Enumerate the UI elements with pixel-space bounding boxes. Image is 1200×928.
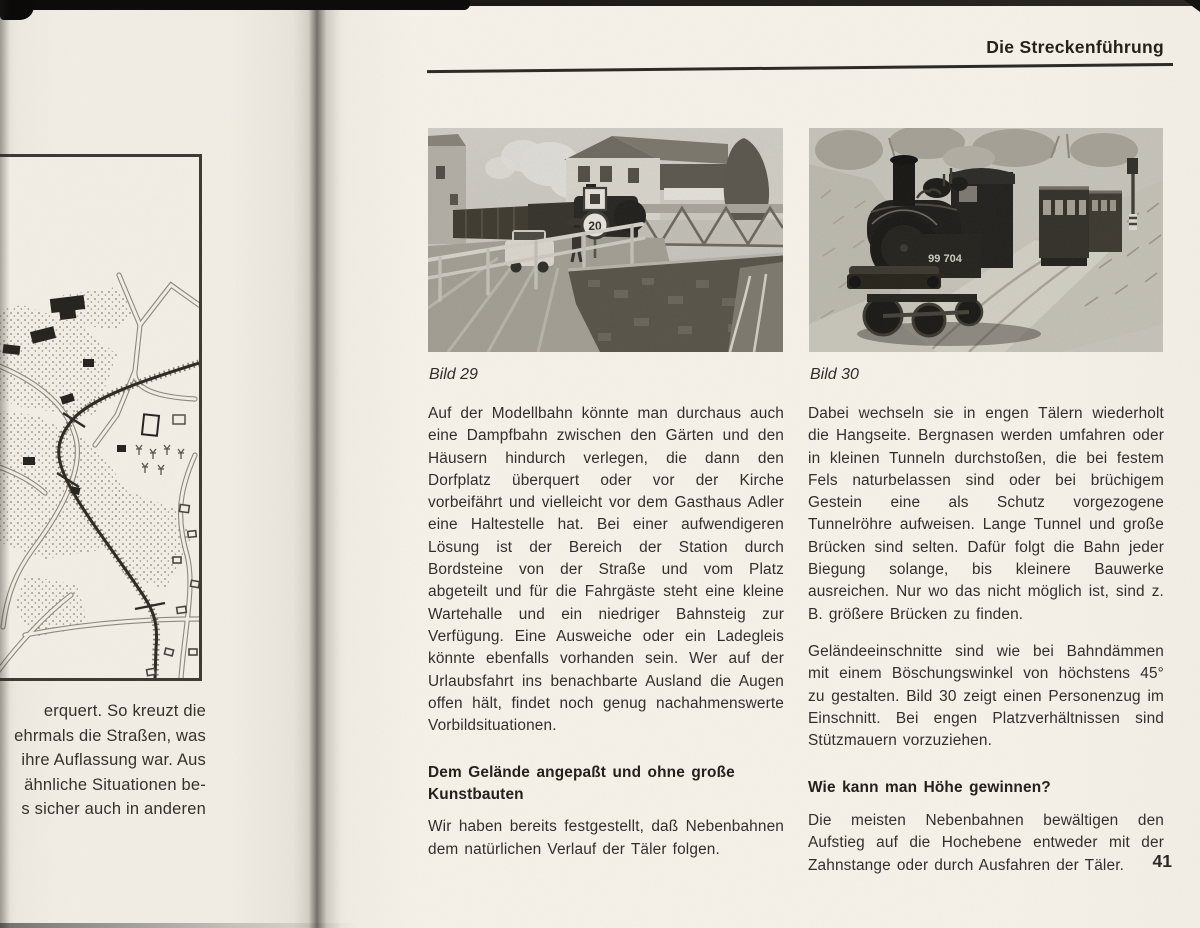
text-column-right: [808, 403, 1164, 877]
page-number: 41: [1152, 851, 1172, 871]
text-column-left: [428, 403, 784, 861]
film-grain: [809, 128, 1163, 352]
left-page: [0, 5, 318, 928]
running-head: Die Streckenführung: [986, 37, 1164, 57]
fragment-line: erquert. So kreuzt die: [43, 702, 206, 720]
map-orchard: [136, 414, 185, 475]
photo-bild-29-art: [428, 128, 783, 352]
scan-left-edge: [0, 0, 10, 928]
speed-limit-value: 20: [588, 219, 602, 233]
scan-top-right-corner: [1184, 0, 1200, 12]
film-grain: [428, 128, 783, 352]
paragraph: Dabei wechseln sie in engen Tälern wiederholt die Hangseite. Bergnasen werden umfahren oder in kleinen Tunneln durchstoßen, die bei festem Fels naturbelassen sind oder bei brüchigem Gestein eine als Schutz vorgezogene Tunnelröhre aufweisen. Lange Tunnel und große Brücken sind selten. Dafür folgt die Bahn jeder Biegung solange, bis kleinere Bauwerke ausreichen. Nur wo das nicht möglich ist, sind z. B. größere Brücken zu finden.: [808, 405, 1164, 623]
subheading-hoehe: Wie kann man Höhe gewinnen?: [808, 779, 1051, 797]
subheading-gelaende: Dem Gelände angepaßt und ohne große Kunstbauten: [428, 764, 735, 803]
caption-bild-29: Bild 29: [429, 366, 478, 383]
fragment-line: ähnliche Situationen be-: [24, 775, 206, 794]
map-figure-frame: [0, 154, 202, 681]
fragment-line: s sicher auch in anderen: [21, 800, 206, 819]
photo-bild-30-art: [809, 128, 1163, 352]
paragraph: Die meisten Nebenbahnen bewältigen den Aufstieg auf die Hochebene entweder mit der Zahnstange oder durch Ausfahren der Täler.: [808, 811, 1164, 874]
caption-bild-30: Bild 30: [810, 366, 859, 383]
scan-top-edge-left: [0, 0, 470, 10]
village-map-illustration: [0, 157, 199, 678]
scan-bottom-edge: [0, 923, 360, 928]
fragment-line: ehrmals die Straßen, was: [14, 726, 206, 745]
paragraph: Wir haben bereits festgestellt, daß Nebenbahnen dem natürlichen Verlauf der Täler folgen.: [428, 818, 784, 858]
paragraph: Auf der Modellbahn könnte man durchaus auch eine Dampfbahn zwischen den Gärten und den Häusern hindurch verlegen, die dann den Dorfplatz überquert oder vor der Kirche vorbeifährt und vielleicht vor dem Gasthaus Adler eine Haltestelle hat. Bei einer aufwendigeren Lösung ist der Bereich der Station durch Bordsteine von der Straße und vom Platz abgeteilt und für die Fahrgäste steht eine kleine Wartehalle und ein niedriger Bahnsteig zur Verfügung. Eine Ausweiche oder ein Ladegleis könnte ebenfalls vorhanden sein. Wer auf der Urlaubsfahrt ins benachbarte Ausland die Augen offen hält, findet noch genug nachahmenswerte Vorbildsituationen.: [428, 405, 784, 735]
photo-bild-30: [809, 128, 1163, 352]
photo-bild-29: [428, 128, 783, 352]
fragment-line: ihre Auflassung war. Aus: [21, 751, 206, 770]
page-gutter-shadow: [293, 0, 341, 928]
left-page-text-fragment: [0, 699, 206, 822]
paragraph: Geländeeinschnitte sind wie bei Bahndämmen mit einem Böschungswinkel von höchstens 45° zu gestalten. Bild 30 zeigt einen Personenzug im Einschnitt. Bei engen Platzverhältnissen sind Stützmauern vorzuziehen.: [808, 642, 1164, 750]
loco-number: 99 704: [928, 253, 962, 265]
